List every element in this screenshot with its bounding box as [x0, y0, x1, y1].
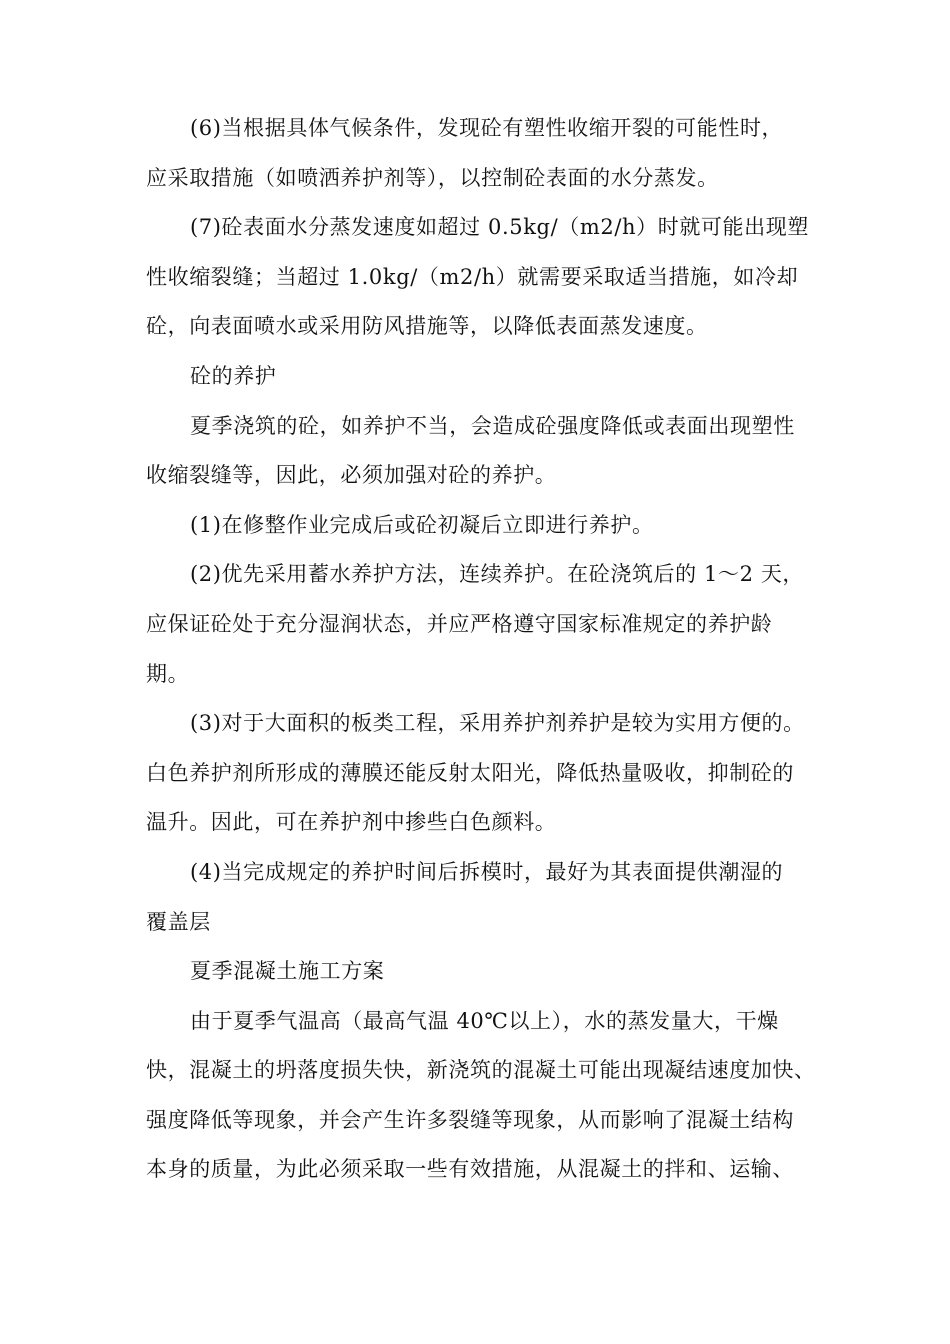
text-line: 强度降低等现象，并会产生许多裂缝等现象，从而影响了混凝土结构 — [146, 1107, 794, 1132]
text-line: 砼，向表面喷水或采用防风措施等，以降低表面蒸发速度。 — [146, 314, 708, 339]
text-line: (3)对于大面积的板类工程，采用养护剂养护是较为实用方便的。 — [190, 711, 805, 736]
text-line: 应采取措施（如喷洒养护剂等），以控制砼表面的水分蒸发。 — [146, 165, 719, 190]
section-heading: 夏季混凝土施工方案 — [190, 959, 385, 984]
paragraph-4 — [146, 848, 816, 947]
text-line: 温升。因此，可在养护剂中掺些白色颜料。 — [146, 810, 557, 835]
document-body — [146, 104, 816, 1195]
section-heading-curing — [146, 352, 816, 402]
text-line: (1)在修整作业完成后或砼初凝后立即进行养护。 — [190, 512, 654, 537]
text-line: 性收缩裂缝；当超过 1.0kg/（m2/h）就需要采取适当措施，如冷却 — [146, 264, 799, 289]
text-line: 期。 — [146, 661, 190, 686]
text-line: 由于夏季气温高（最高气温 40℃以上），水的蒸发量大，干燥 — [190, 1008, 779, 1033]
paragraph-curing-intro — [146, 402, 816, 501]
text-line: 覆盖层 — [146, 909, 211, 934]
text-line: 应保证砼处于充分湿润状态，并应严格遵守国家标准规定的养护龄 — [146, 611, 773, 636]
text-line: 收缩裂缝等，因此，必须加强对砼的养护。 — [146, 463, 557, 488]
paragraph-7 — [146, 203, 816, 352]
paragraph-2 — [146, 550, 816, 699]
paragraph-3 — [146, 699, 816, 848]
section-heading: 砼的养护 — [190, 363, 277, 388]
text-line: 白色养护剂所形成的薄膜还能反射太阳光，降低热量吸收，抑制砼的 — [146, 760, 794, 785]
text-line: 本身的质量，为此必须采取一些有效措施，从混凝土的拌和、运输、 — [146, 1157, 794, 1182]
text-line: (4)当完成规定的养护时间后拆模时，最好为其表面提供潮湿的 — [190, 859, 784, 884]
paragraph-6 — [146, 104, 816, 203]
text-line: (6)当根据具体气候条件，发现砼有塑性收缩开裂的可能性时， — [190, 116, 784, 140]
text-line: (2)优先采用蓄水养护方法，连续养护。在砼浇筑后的 1～2 天， — [190, 562, 805, 587]
section-heading-summer-concrete — [146, 947, 816, 997]
paragraph-1 — [146, 501, 816, 551]
text-line: 夏季浇筑的砼，如养护不当，会造成砼强度降低或表面出现塑性 — [190, 413, 795, 438]
paragraph-summer-intro — [146, 997, 816, 1195]
text-line: 快，混凝土的坍落度损失快，新浇筑的混凝土可能出现凝结速度加快、 — [146, 1058, 816, 1083]
text-line: (7)砼表面水分蒸发速度如超过 0.5kg/（m2/h）时就可能出现塑 — [190, 215, 809, 240]
